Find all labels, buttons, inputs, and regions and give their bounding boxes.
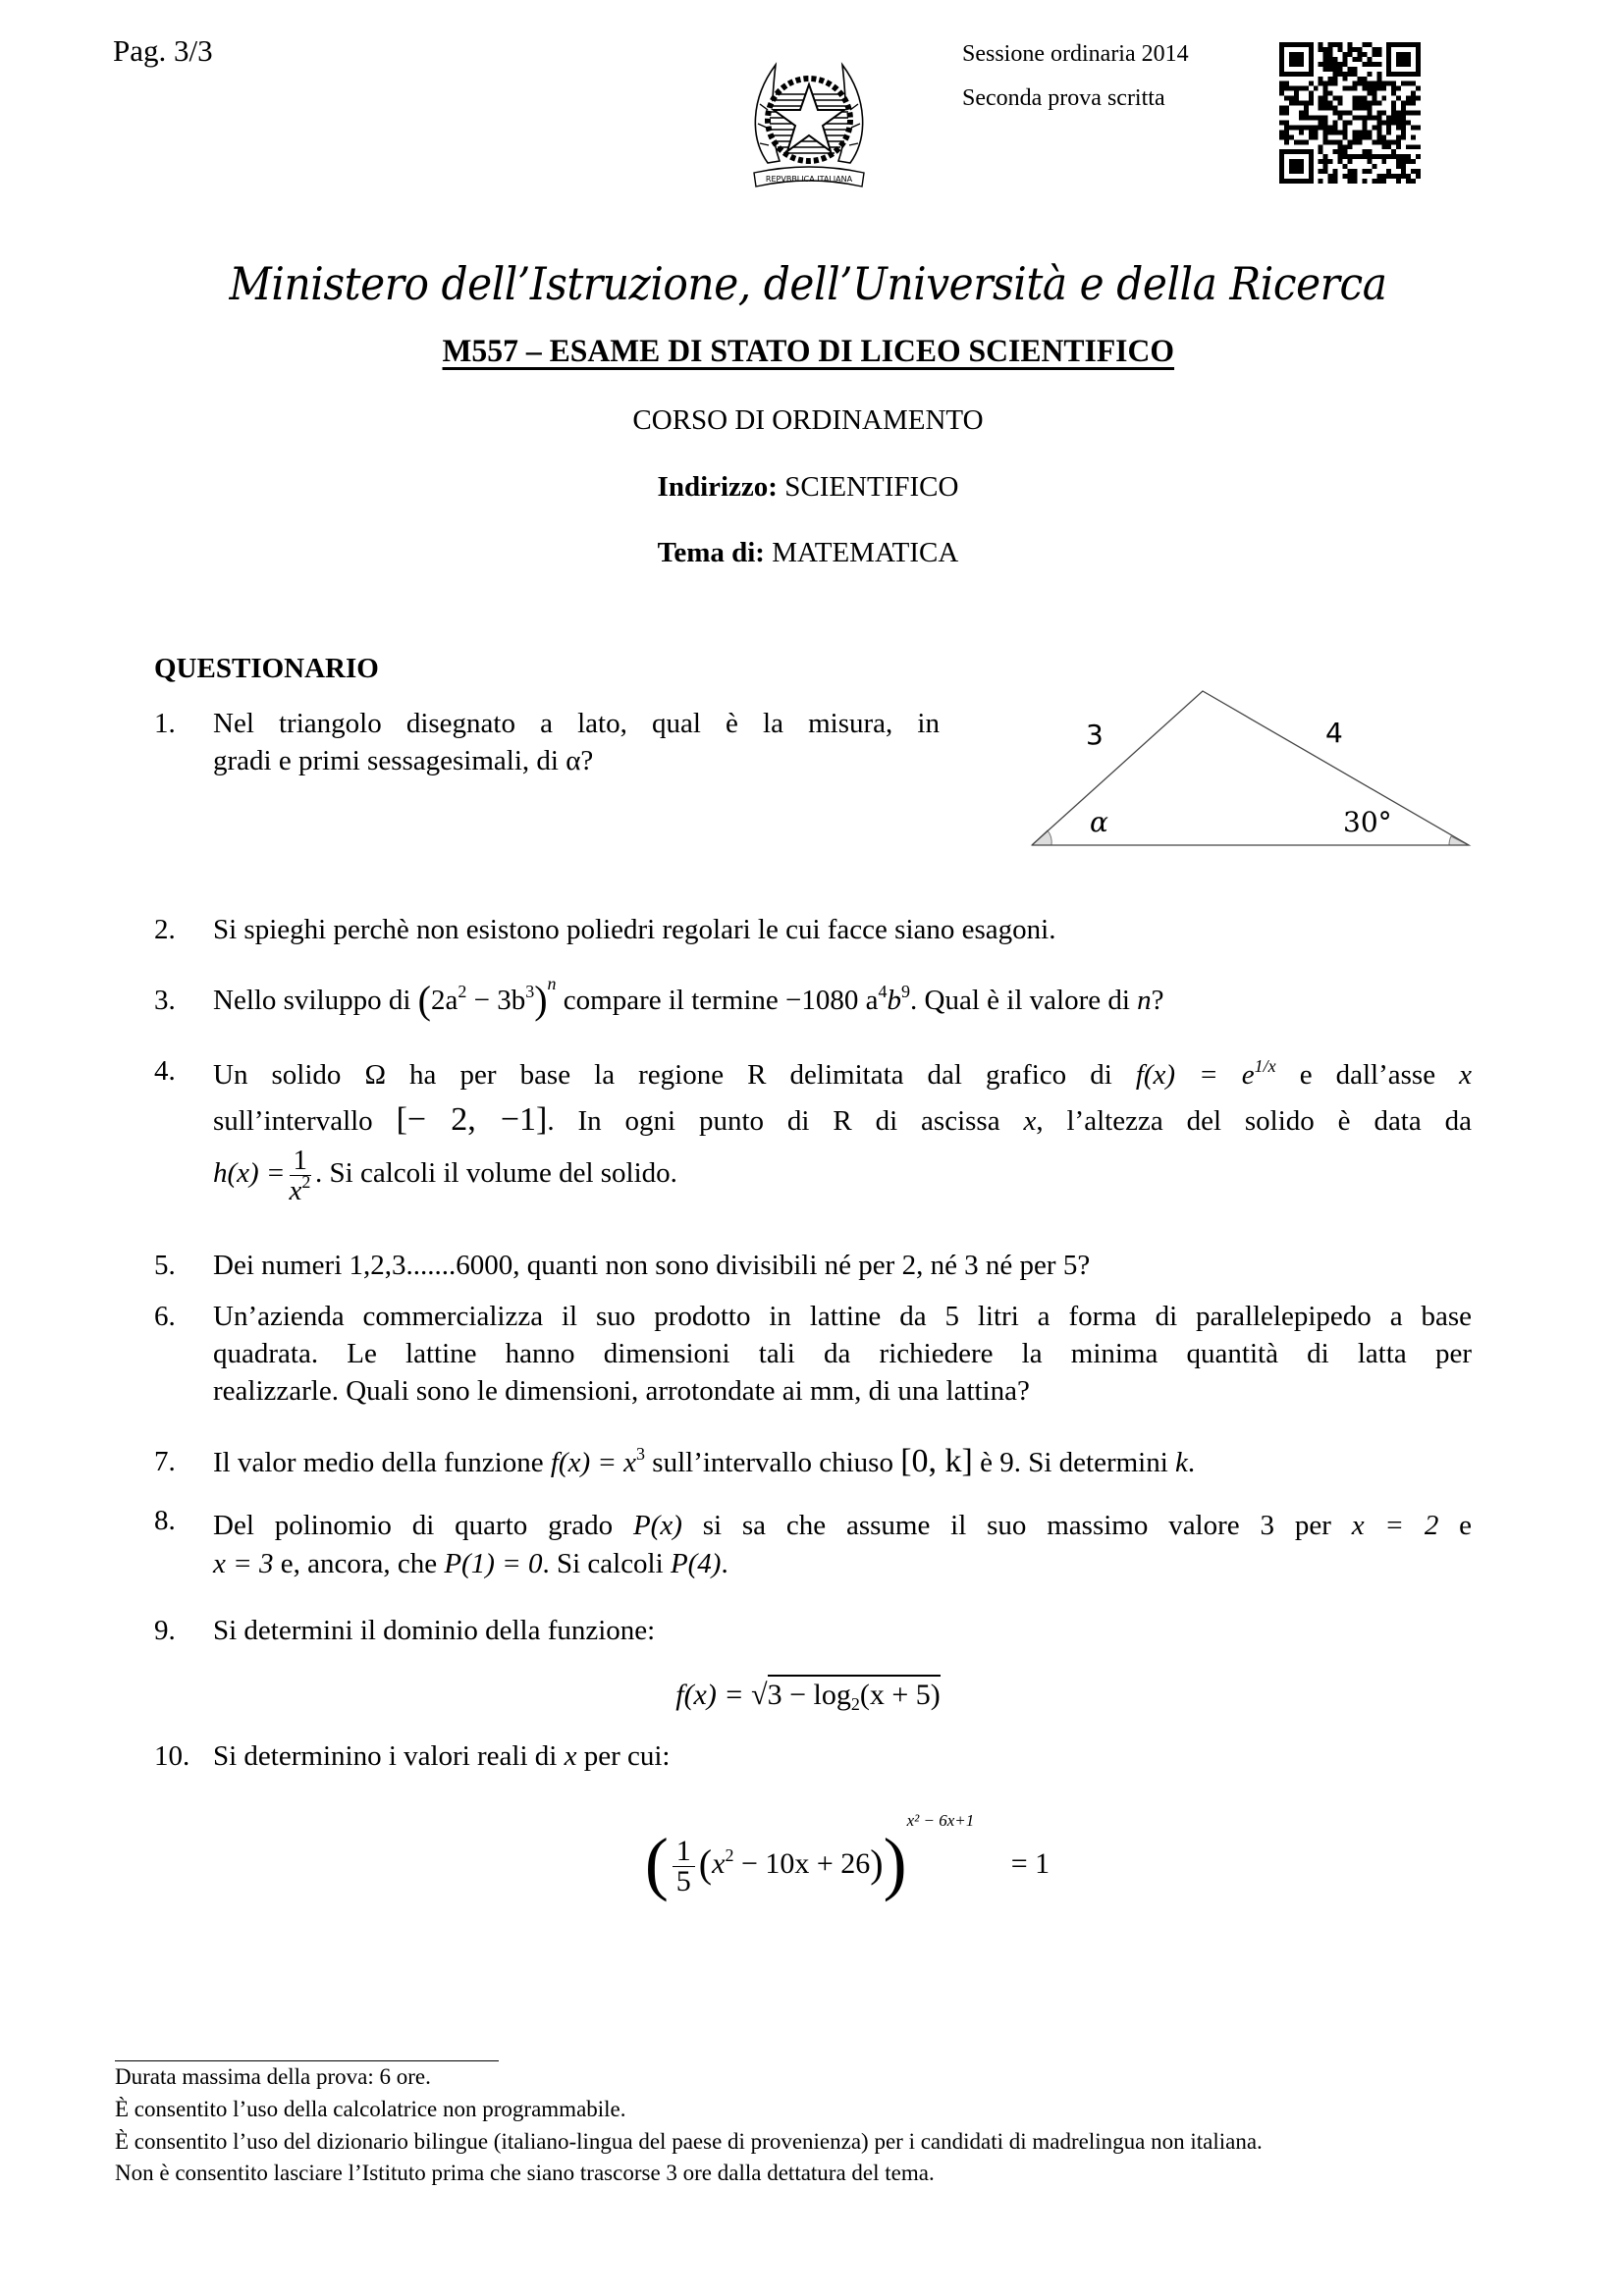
qr-code-icon: [1279, 41, 1421, 185]
question-number: 5.: [154, 1250, 176, 1281]
text: compare il termine: [563, 985, 779, 1016]
formula-10: ( $\frac{1}{5}$ $(x^2 - 10x + 26))^{x^2 - 6x+1} = 1$: [644, 1811, 1050, 1902]
var: n: [1137, 985, 1152, 1016]
repubblica-italiana-emblem-icon: [746, 45, 872, 194]
question-text-line: x = 3 e, ancora, che P(1) = 0. Si calcoli P(4).: [213, 1548, 728, 1579]
formula-9: $f(x) = √3 - \log_2(x + 5)$: [0, 1679, 1616, 1712]
footnote: È consentito l’uso del dizionario bilingue (italiano-lingua del paese di provenienza) per i candidati di madrelingua non italiana.: [115, 2129, 1263, 2154]
triangle-figure: [1021, 677, 1492, 864]
question-number: 9.: [154, 1615, 176, 1646]
question-text-line: realizzarle. Quali sono le dimensioni, arrotondate ai mm, di una lattina?: [213, 1375, 1030, 1407]
exam-title-text: M557 – ESAME DI STATO DI LICEO SCIENTIFICO: [442, 334, 1174, 369]
section-title: QUESTIONARIO: [154, 653, 379, 684]
tema-line: [0, 537, 1616, 569]
question-text: Si spieghi perchè non esistono poliedri regolari le cui facce siano esagoni.: [213, 914, 1056, 945]
text: Nello sviluppo di: [213, 985, 411, 1016]
fraction: $\frac{1}{x^2}$: [289, 1145, 311, 1206]
question-text: Il valor medio della funzione $f(x) = x^3$ sull’intervallo chiuso [0, k] è 9. Si determini k.: [213, 1443, 1196, 1479]
question-number: 2.: [154, 914, 176, 945]
footnote-separator: [115, 2060, 499, 2061]
emblem-ribbon-text: REPVBBLICA ITALIANA: [765, 175, 853, 184]
question-number: 6.: [154, 1301, 176, 1332]
footnote: Durata massima della prova: 6 ore.: [115, 2064, 431, 2089]
question-number: 3.: [154, 985, 176, 1016]
question-number: 4.: [154, 1055, 176, 1087]
tema-value: MATEMATICA: [772, 537, 959, 568]
question-number: 8.: [154, 1505, 176, 1536]
term: −1080 $a^4b^9$: [785, 982, 911, 1016]
session-label: Sessione ordinaria 2014: [962, 41, 1189, 67]
question-text-line: quadrata. Le lattine hanno dimensioni tali da richiedere la minima quantità di latta per: [213, 1338, 1472, 1369]
question-text-line: h(x) = $\frac{1}{x^2}$ . Si calcoli il volume del solido.: [213, 1145, 677, 1206]
paren: (: [417, 978, 431, 1022]
math: $2a^2 - 3b^3$: [430, 982, 535, 1016]
angle-label-30: 30°: [1343, 806, 1392, 838]
question-number: 10.: [154, 1740, 190, 1772]
side-label-3: 3: [1086, 719, 1104, 751]
indirizzo-value: SCIENTIFICO: [784, 471, 959, 503]
angle-label-alpha: α: [1090, 806, 1108, 838]
question-text-line: Un solido Ω ha per base la regione R delimitata dal grafico di $f(x) = e^{1/x}$ e dall’asse x: [213, 1056, 1473, 1091]
tema-label: Tema di:: [657, 537, 765, 568]
question-text-line: Un’azienda commercializza il suo prodotto in lattine da 5 litri a forma di parallelepipedo a base: [213, 1301, 1472, 1332]
question-number: 7.: [154, 1446, 176, 1477]
question-text: Si determini il dominio della funzione:: [213, 1615, 656, 1646]
question-text: Si determinino i valori reali di x per cui:: [213, 1740, 671, 1772]
indirizzo-label: Indirizzo:: [657, 471, 778, 503]
paren: ): [534, 978, 548, 1022]
footnote: Non è consentito lasciare l’Istituto prima che siano trascorse 3 ore dalla dettatura del tema.: [115, 2161, 935, 2185]
question-number: 1.: [154, 708, 176, 739]
text: ?: [1151, 985, 1164, 1016]
course-label: CORSO DI ORDINAMENTO: [632, 404, 984, 436]
exam-title: [0, 334, 1616, 370]
exp-n: n: [547, 974, 557, 993]
side-label-4: 4: [1325, 717, 1343, 749]
ministry-name: Ministero dell’Istruzione, dell’Università e della Ricerca: [229, 257, 1387, 310]
question-text-line: Nel triangolo disegnato a lato, qual è la misura, in: [213, 708, 940, 739]
question-text-line: gradi e primi sessagesimali, di α?: [213, 745, 594, 776]
footnote: È consentito l’uso della calcolatrice non programmabile.: [115, 2097, 626, 2121]
exam-part-label: Seconda prova scritta: [962, 85, 1165, 111]
page-number: Pag. 3/3: [113, 33, 213, 68]
question-text: Dei numeri 1,2,3.......6000, quanti non sono divisibili né per 2, né 3 né per 5?: [213, 1250, 1091, 1281]
text: . Qual è il valore di: [910, 985, 1130, 1016]
question-text-line: sull’intervallo [− 2, −1]. In ogni punto di R di ascissa x, l’altezza del solido è data da: [213, 1101, 1473, 1138]
question-text-line: Del polinomio di quarto grado P(x) si sa che assume il suo massimo valore 3 per x = 2 e: [213, 1510, 1473, 1541]
indirizzo-line: [0, 471, 1616, 504]
